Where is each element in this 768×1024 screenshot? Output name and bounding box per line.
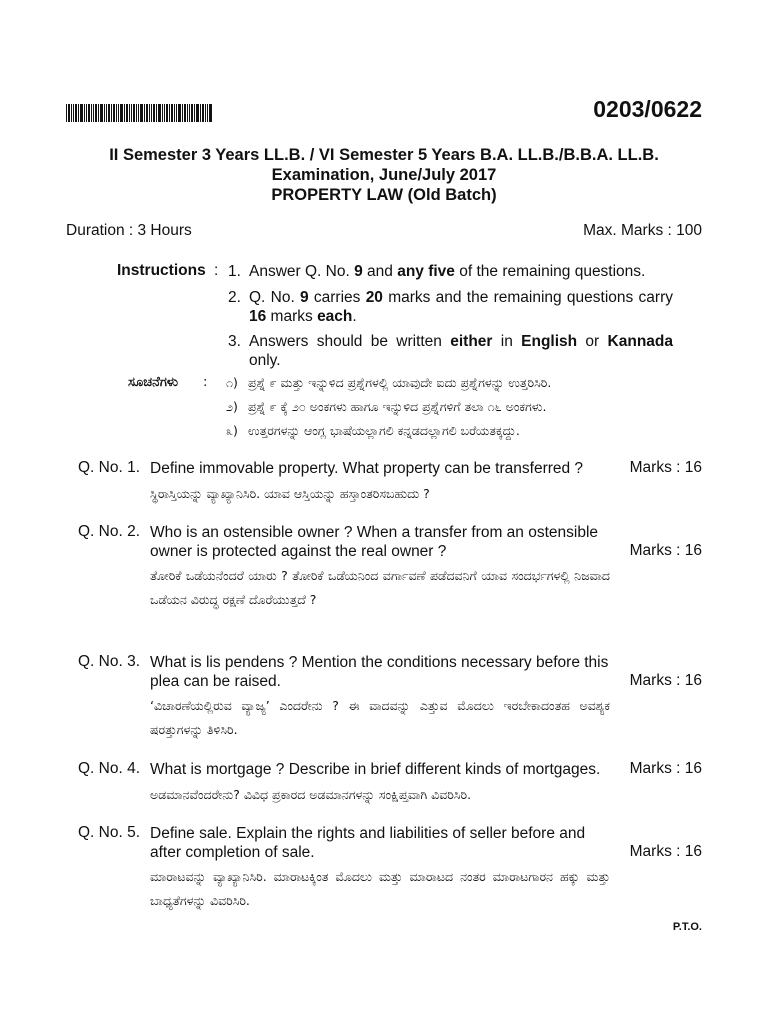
question-3-text: What is lis pendens ? Mention the conditions necessary before this plea can be raised.	[150, 654, 609, 690]
question-3-kannada: ‘ವಿಚಾರಣೆಯಲ್ಲಿರುವ ವ್ಯಾಜ್ಯ’ ಎಂದರೇನು ? ಈ ವಾದವನ್ನು ಎತ್ತುವ ಮೊದಲು ಇರಬೇಕಾದಂತಹ ಅವಶ್ಯಕ ಷರತ್ತುಗಳನ್ನು ತಿಳಿಸಿರಿ.	[150, 698, 610, 737]
instruction-1	[228, 262, 673, 281]
header-line-1: II Semester 3 Years LL.B. / VI Semester 5 Years B.A. LL.B./B.B.A. LL.B.	[109, 146, 659, 164]
pto-label: P.T.O.	[672, 921, 702, 933]
duration: Duration : 3 Hours	[66, 222, 192, 239]
instruction-number: 3.	[228, 333, 241, 350]
question-4-kannada: ಅಡಮಾನವೆಂದರೇನು? ವಿವಿಧ ಪ್ರಕಾರದ ಅಡಮಾನಗಳನ್ನು ಸಂಕ್ಷಿಪ್ತವಾಗಿ ವಿವರಿಸಿರಿ.	[150, 787, 472, 802]
question-3-marks: Marks : 16	[629, 672, 702, 689]
instructions-colon: :	[214, 262, 219, 279]
kannada-instruction-text: ಪ್ರಶ್ನೆ ೯ ಮತ್ತು ಇನ್ನುಳಿದ ಪ್ರಶ್ನೆಗಳಲ್ಲಿ ಯಾವುದೇ ಐದು ಪ್ರಶ್ನೆಗಳನ್ನು ಉತ್ತರಿಸಿರಿ.	[248, 375, 552, 390]
instruction-text: Q. No. 9 carries 20 marks and the remaining questions carry 16 marks each.	[249, 289, 673, 325]
instruction-text: Answer Q. No. 9 and any five of the remaining questions.	[249, 263, 646, 280]
kannada-instruction-text: ಉತ್ತರಗಳನ್ನು ಆಂಗ್ಲ ಭಾಷೆಯಲ್ಲಾಗಲಿ ಕನ್ನಡದಲ್ಲಾಗಲಿ ಬರೆಯತಕ್ಕದ್ದು.	[248, 423, 520, 438]
instruction-number: 2.	[228, 289, 241, 306]
question-2-marks: Marks : 16	[629, 542, 702, 559]
kannada-instruction-text: ಪ್ರಶ್ನೆ ೯ ಕ್ಕೆ ೨೦ ಅಂಕಗಳು ಹಾಗೂ ಇನ್ನುಳಿದ ಪ್ರಶ್ನೆಗಳಿಗೆ ತಲಾ ೧೬ ಅಂಕಗಳು.	[248, 399, 547, 414]
question-4-marks: Marks : 16	[629, 760, 702, 777]
instructions-label: Instructions	[117, 262, 206, 279]
kannada-instruction-number: ೨)	[226, 399, 238, 414]
question-5-marks: Marks : 16	[629, 843, 702, 860]
max-marks: Max. Marks : 100	[583, 222, 702, 239]
instruction-2	[228, 288, 673, 326]
question-2-kannada: ತೋರಿಕೆ ಒಡೆಯನೆಂದರೆ ಯಾರು ? ತೋರಿಕೆ ಒಡೆಯನಿಂದ ವರ್ಗಾವಣೆ ಪಡೆದವನಿಗೆ ಯಾವ ಸಂದರ್ಭಗಳಲ್ಲಿ ನಿಜವಾದ ಒಡೆಯನ ವಿರುದ್ಧ ರಕ್ಷಣೆ ದೊರೆಯುತ್ತದೆ ?	[150, 568, 610, 607]
kannada-instruction-number: ೩)	[226, 423, 238, 438]
question-4-label: Q. No. 4.	[78, 760, 141, 777]
question-1-label: Q. No. 1.	[78, 459, 141, 476]
question-1-marks: Marks : 16	[629, 459, 702, 476]
question-2-label: Q. No. 2.	[78, 523, 141, 540]
question-3-label: Q. No. 3.	[78, 653, 141, 670]
question-1-text: Define immovable property. What property can be transferred ?	[150, 460, 584, 477]
instruction-number: 1.	[228, 263, 241, 280]
instruction-3	[228, 332, 673, 370]
question-2-text: Who is an ostensible owner ? When a transfer from an ostensible owner is protected against the real owner ?	[150, 524, 599, 560]
kannada-instructions-colon: :	[203, 375, 208, 390]
exam-header	[0, 145, 768, 205]
paper-code: 0203/0622	[593, 96, 702, 122]
header-line-2: Examination, June/July 2017	[271, 166, 497, 184]
kannada-instruction-number: ೧)	[226, 375, 238, 390]
header-line-3: PROPERTY LAW (Old Batch)	[271, 186, 497, 204]
question-4-text: What is mortgage ? Describe in brief different kinds of mortgages.	[150, 761, 601, 778]
kannada-instruction-3	[226, 422, 672, 440]
kannada-instructions-label: ಸೂಚನೆಗಳು	[128, 375, 179, 390]
instruction-text: Answers should be written either in English or Kannada only.	[249, 333, 673, 369]
barcode	[66, 104, 212, 122]
question-1-kannada: ಸ್ಥಿರಾಸ್ತಿಯನ್ನು ವ್ಯಾಖ್ಯಾನಿಸಿರಿ. ಯಾವ ಆಸ್ತಿಯನ್ನು ಹಸ್ತಾಂತರಿಸಬಹುದು ?	[150, 486, 430, 501]
kannada-instruction-2	[226, 398, 672, 416]
question-5-text: Define sale. Explain the rights and liabilities of seller before and after completion of sale.	[150, 825, 586, 861]
kannada-instruction-1	[226, 374, 672, 392]
question-5-kannada: ಮಾರಾಟವನ್ನು ವ್ಯಾಖ್ಯಾನಿಸಿರಿ. ಮಾರಾಟಕ್ಕಿಂತ ಮೊದಲು ಮತ್ತು ಮಾರಾಟದ ನಂತರ ಮಾರಾಟಗಾರನ ಹಕ್ಕು ಮತ್ತು ಬಾಧ್ಯತೆಗಳನ್ನು ವಿವರಿಸಿರಿ.	[150, 869, 610, 908]
question-5-label: Q. No. 5.	[78, 824, 141, 841]
